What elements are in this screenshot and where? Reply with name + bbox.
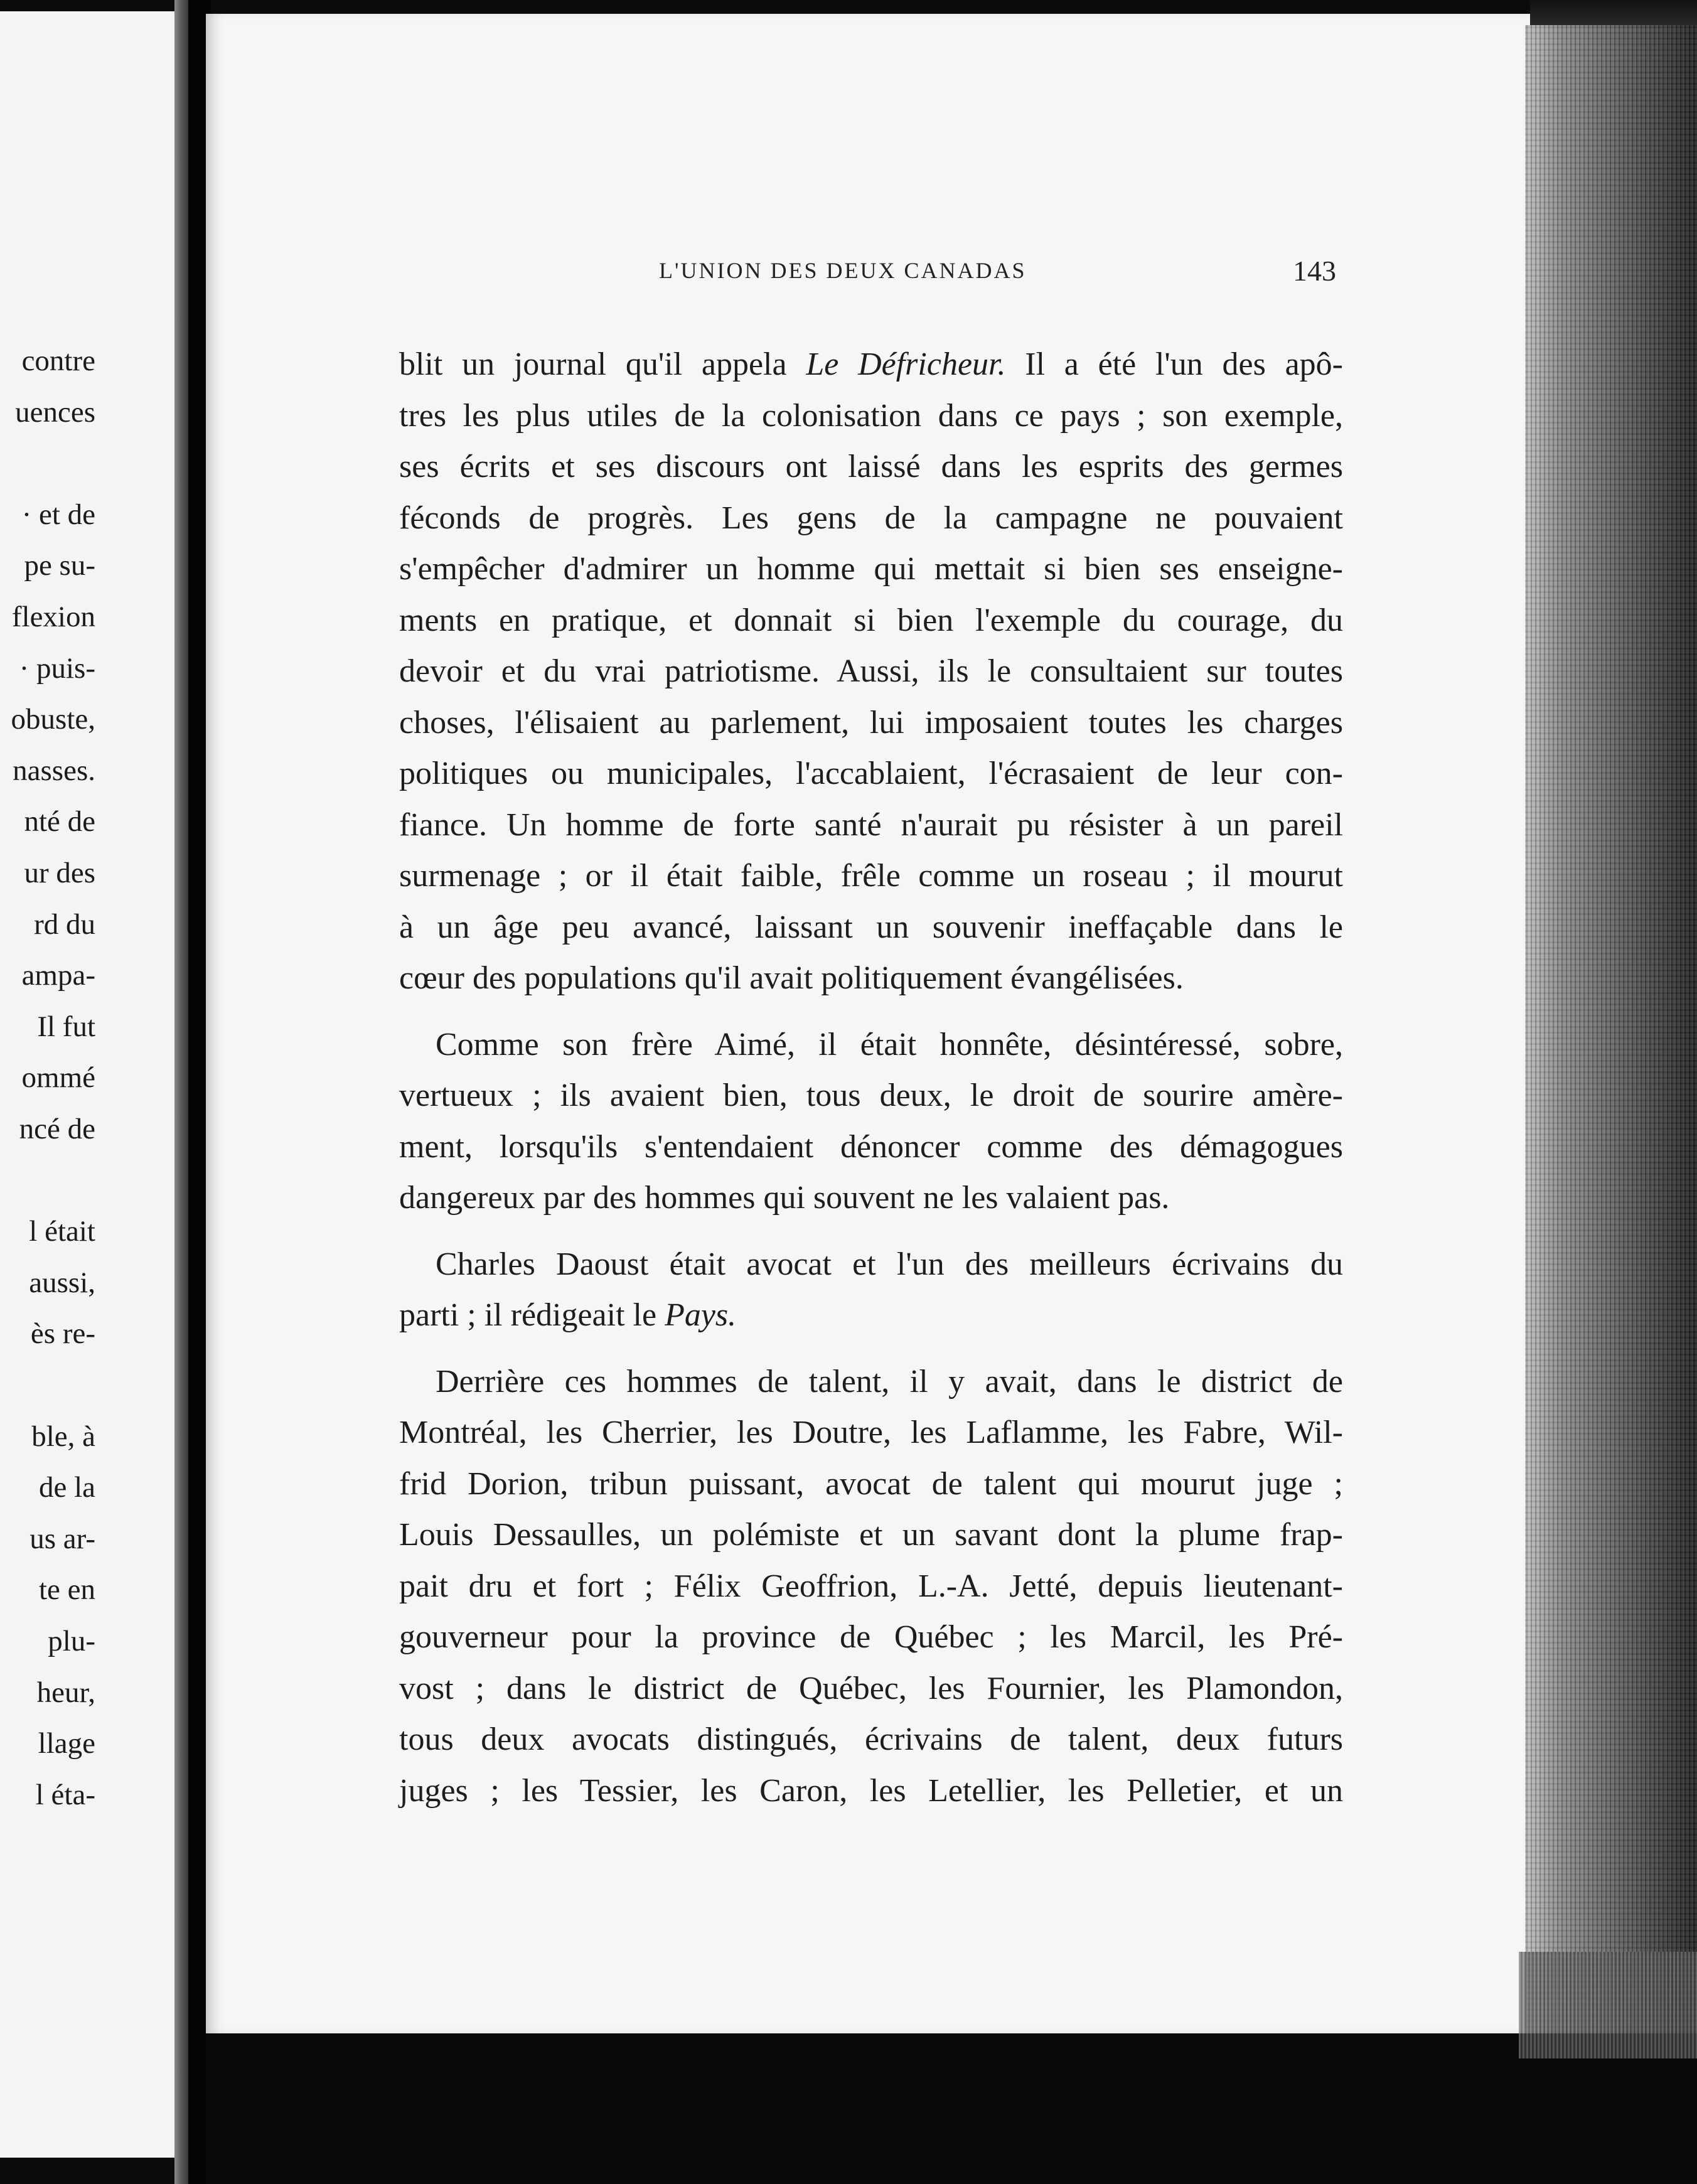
text-run: devoir et du vrai patriotisme. Aussi, ils le consultaient sur toutes xyxy=(399,653,1343,689)
italic-title: Le Défricheur. xyxy=(806,346,1006,382)
text-line xyxy=(399,1290,1343,1341)
left-page-line: flexion xyxy=(11,601,95,633)
text-line xyxy=(399,1765,1343,1817)
text-run: politiques ou municipales, l'accablaient, l'écrasaient de leur con- xyxy=(399,756,1343,791)
left-page-line: us ar- xyxy=(29,1522,95,1555)
text-run: frid Dorion, tribun puissant, avocat de talent qui mourut juge ; xyxy=(399,1465,1343,1502)
text-line xyxy=(399,543,1343,595)
left-page-line: ommé xyxy=(21,1061,95,1095)
left-page-line: plu- xyxy=(48,1625,95,1657)
left-page-line: de la xyxy=(38,1471,95,1504)
text-line xyxy=(399,339,1343,390)
text-run: Derrière ces hommes de talent, il y avait, dans le district de xyxy=(436,1363,1343,1400)
left-page-line: contre xyxy=(21,345,95,377)
text-run: choses, l'élisaient au parlement, lui imposaient toutes les charges xyxy=(399,704,1343,741)
text-run: vertueux ; ils avaient bien, tous deux, le droit de sourire amère- xyxy=(399,1078,1343,1113)
text-line xyxy=(399,390,1343,442)
text-run: cœur des populations qu'il avait politiquement évangélisées. xyxy=(399,960,1184,996)
text-line xyxy=(399,646,1343,697)
text-line xyxy=(399,748,1343,800)
left-page-line: ès re- xyxy=(30,1317,95,1351)
text-line xyxy=(399,493,1343,544)
text-run: Montréal, les Cherrier, les Doutre, les Laflamme, les Fabre, Wil- xyxy=(399,1415,1343,1450)
text-run: à un âge peu avancé, laissant un souvenir ineffaçable dans le xyxy=(399,909,1343,945)
text-run: dangereux par des hommes qui souvent ne les valaient pas. xyxy=(399,1180,1170,1216)
paragraph xyxy=(399,1356,1343,1817)
text-run: gouverneur pour la province de Québec ; les Marcil, les Pré- xyxy=(399,1619,1343,1655)
left-page-line: ur des xyxy=(24,857,95,889)
paragraph-gap xyxy=(399,1004,1343,1019)
paragraph xyxy=(399,1239,1343,1341)
left-page-line: te en xyxy=(38,1573,95,1607)
left-page-line: · puis- xyxy=(19,651,95,685)
text-run: tous deux avocats distingués, écrivains de talent, deux futurs xyxy=(399,1721,1343,1757)
text-line xyxy=(399,595,1343,646)
text-line xyxy=(399,800,1343,851)
body-text xyxy=(399,339,1343,1816)
text-line xyxy=(399,1459,1343,1510)
text-line xyxy=(399,1121,1343,1173)
left-page-line: · et de xyxy=(21,498,95,531)
page-number: 143 xyxy=(1293,255,1336,287)
text-run: tres les plus utiles de la colonisation dans ce pays ; son exemple, xyxy=(399,397,1343,434)
text-run: Il a été l'un des apô- xyxy=(1005,346,1343,382)
paragraph-gap xyxy=(399,1341,1343,1356)
left-page-line: llage xyxy=(38,1727,95,1760)
text-line xyxy=(399,1663,1343,1715)
left-facing-page xyxy=(0,11,176,2158)
text-run: fiance. Un homme de forte santé n'aurait pu résister à un pareil xyxy=(399,806,1343,843)
left-page-line: obuste, xyxy=(11,703,95,736)
text-run: parti ; il rédigeait le xyxy=(399,1297,665,1333)
text-run: Comme son frère Aimé, il était honnête, désintéressé, sobre, xyxy=(436,1026,1343,1063)
left-page-line: ampa- xyxy=(21,959,95,992)
text-run: juges ; les Tessier, les Caron, les Letellier, les Pelletier, et un xyxy=(399,1772,1343,1809)
text-line xyxy=(399,1019,1343,1071)
paragraph-gap xyxy=(399,1224,1343,1239)
text-line xyxy=(399,1239,1343,1290)
text-line xyxy=(399,441,1343,493)
bottom-shadow xyxy=(206,2033,1697,2184)
running-head: L'UNION DES DEUX CANADAS xyxy=(659,258,1027,283)
left-page-line: pe su- xyxy=(24,549,95,582)
text-run: féconds de progrès. Les gens de la campagne ne pouvaient xyxy=(399,500,1343,536)
left-page-line: l éta- xyxy=(35,1778,95,1811)
left-page-line: heur, xyxy=(36,1676,95,1709)
text-line xyxy=(399,697,1343,749)
text-line xyxy=(399,1509,1343,1561)
page-edges-stack xyxy=(1525,25,1697,2033)
text-run: ments en pratique, et donnait si bien l'exemple du courage, du xyxy=(399,602,1343,638)
left-page-line: Il fut xyxy=(37,1010,95,1043)
text-line xyxy=(399,1407,1343,1459)
left-page-line: l était xyxy=(29,1215,95,1248)
left-page-line: rd du xyxy=(34,907,95,941)
left-page-line: aussi, xyxy=(29,1266,95,1299)
paragraph xyxy=(399,1019,1343,1224)
italic-title: Pays. xyxy=(665,1297,737,1333)
text-line xyxy=(399,1714,1343,1765)
left-page-line: ble, à xyxy=(31,1420,95,1453)
text-line xyxy=(399,1172,1343,1224)
text-run: pait dru et fort ; Félix Geoffrion, L.-A. Jetté, depuis lieutenant- xyxy=(399,1568,1343,1604)
text-run: Charles Daoust était avocat et l'un des meilleurs écrivains du xyxy=(436,1246,1343,1282)
left-page-line: uences xyxy=(15,395,95,429)
left-page-line: ncé de xyxy=(19,1113,95,1145)
text-run: Louis Dessaulles, un polémiste et un savant dont la plume frap- xyxy=(399,1517,1343,1553)
text-run: s'empêcher d'admirer un homme qui mettait si bien ses enseigne- xyxy=(399,551,1343,587)
page-edges-bottom xyxy=(1519,1952,1697,2058)
left-page-line: nté de xyxy=(24,805,95,838)
text-line xyxy=(399,1356,1343,1408)
text-line xyxy=(399,902,1343,953)
text-line xyxy=(399,1070,1343,1121)
text-line xyxy=(399,1561,1343,1612)
text-line xyxy=(399,850,1343,902)
text-run: blit un journal qu'il appela xyxy=(399,346,806,382)
text-run: ment, lorsqu'ils s'entendaient dénoncer comme des démagogues xyxy=(399,1128,1343,1165)
paragraph xyxy=(399,339,1343,1004)
text-run: surmenage ; or il était faible, frêle comme un roseau ; il mourut xyxy=(399,858,1343,894)
text-run: vost ; dans le district de Québec, les Fournier, les Plamondon, xyxy=(399,1670,1343,1706)
text-line xyxy=(399,1612,1343,1663)
text-line xyxy=(399,953,1343,1004)
text-run: ses écrits et ses discours ont laissé dans les esprits des germes xyxy=(399,449,1343,484)
left-page-line: nasses. xyxy=(13,754,95,787)
